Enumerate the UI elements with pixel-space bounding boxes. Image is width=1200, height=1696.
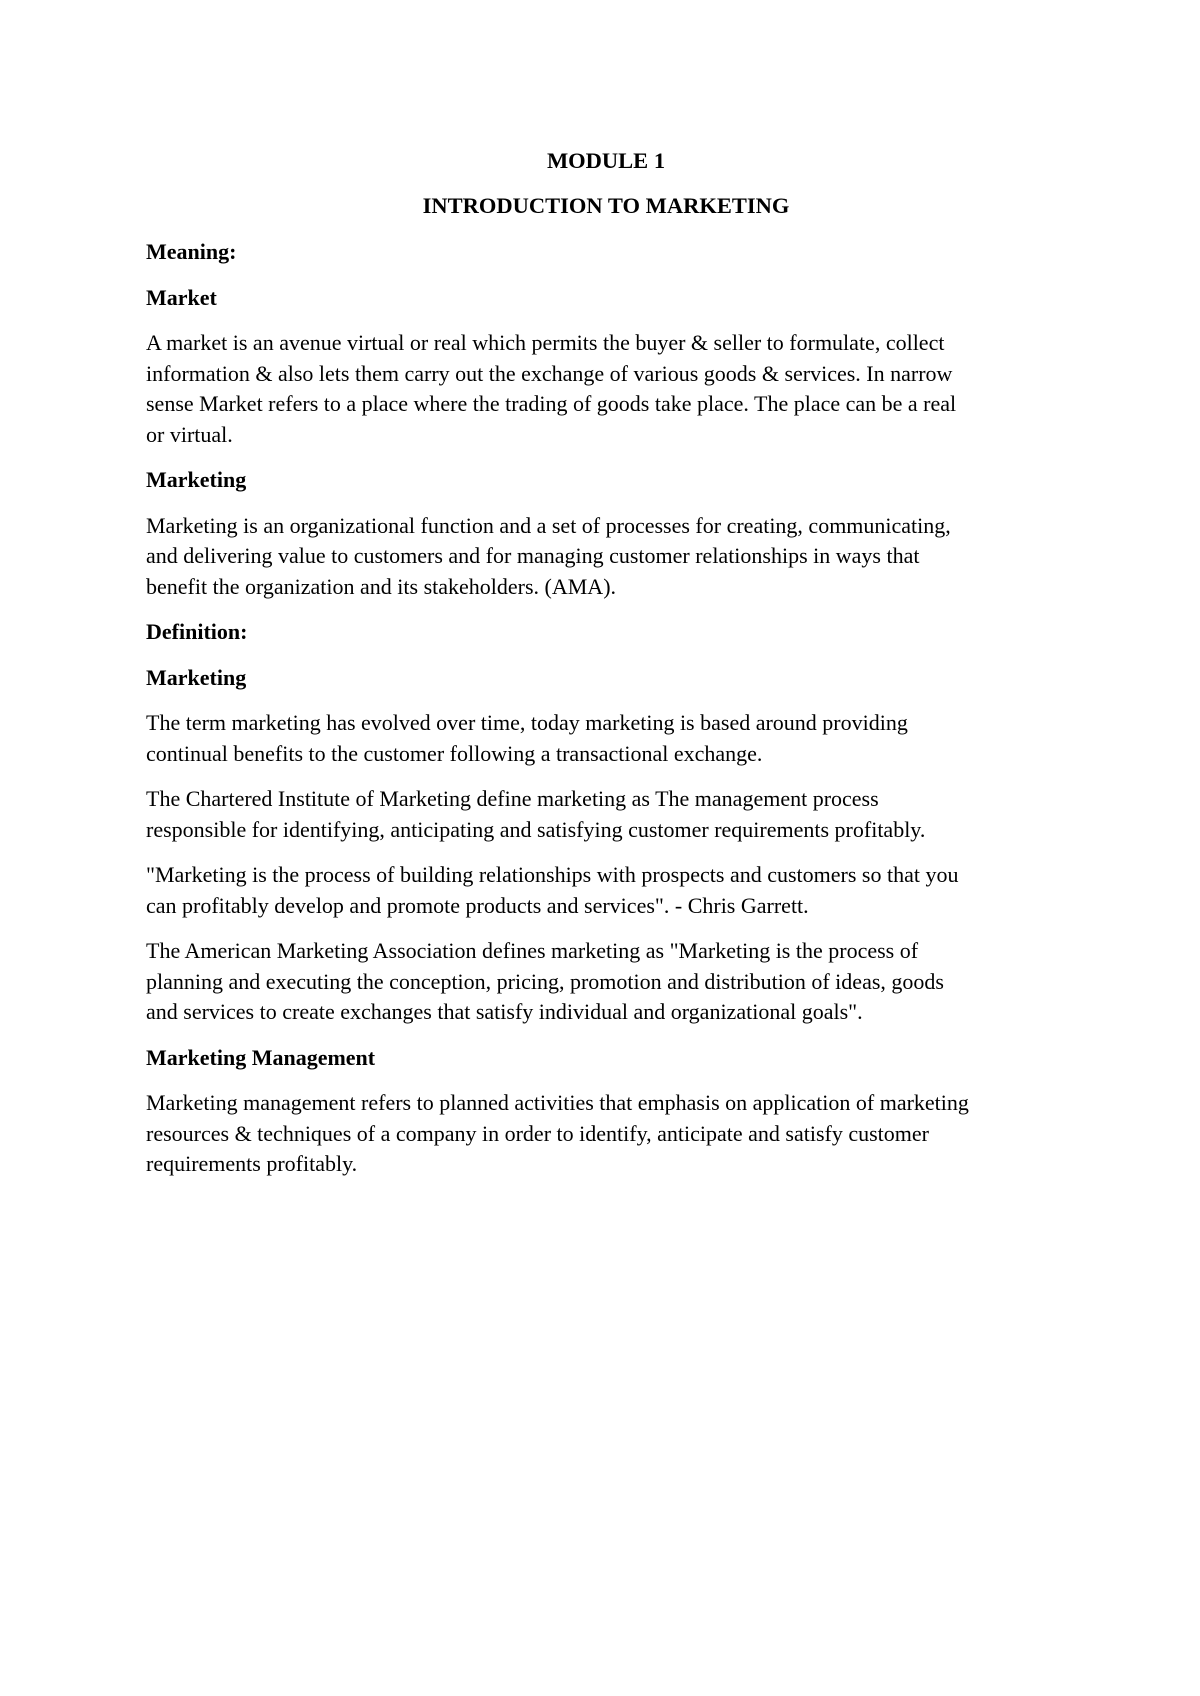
section-heading-market: Market — [146, 284, 217, 310]
paragraph-line: or virtual. — [146, 421, 233, 447]
paragraph — [146, 936, 1066, 1028]
paragraph-line: can profitably develop and promote products and services". - Chris Garrett. — [146, 892, 809, 918]
paragraph — [146, 1088, 1066, 1180]
paragraph-line: requirements profitably. — [146, 1151, 358, 1176]
section-heading-meaning: Meaning: — [146, 239, 237, 264]
paragraph — [146, 708, 1066, 769]
paragraph-line: The term marketing has evolved over time, today marketing is based around providing — [146, 710, 908, 735]
document-body — [146, 146, 1066, 1195]
section-heading-marketing-management: Marketing Management — [146, 1044, 376, 1070]
paragraph-line: information & also lets them carry out the exchange of various goods & services. In narrow — [146, 360, 953, 386]
paragraph-line: and delivering value to customers and for managing customer relationships in ways that — [146, 543, 920, 568]
section-heading-definition: Definition: — [146, 619, 248, 644]
paragraph — [146, 511, 1066, 603]
section-heading-marketing: Marketing — [146, 467, 247, 492]
paragraph — [146, 860, 1066, 921]
document-title: INTRODUCTION TO MARKETING — [422, 192, 790, 218]
paragraph-line: The Chartered Institute of Marketing define marketing as The management process — [146, 786, 879, 811]
paragraph-line: and services to create exchanges that satisfy individual and organizational goals". — [146, 999, 863, 1024]
paragraph-line: Marketing management refers to planned activities that emphasis on application of marketing — [146, 1090, 969, 1115]
module-title: MODULE 1 — [546, 148, 666, 173]
paragraph-line: "Marketing is the process of building relationships with prospects and customers so that you — [146, 862, 959, 887]
paragraph-line: continual benefits to the customer following a transactional exchange. — [146, 740, 763, 766]
paragraph-line: A market is an avenue virtual or real which permits the buyer & seller to formulate, collect — [146, 330, 945, 355]
document-sections — [146, 237, 1066, 1180]
paragraph-line: benefit the organization and its stakeholders. (AMA). — [146, 573, 617, 599]
paragraph-line: responsible for identifying, anticipating and satisfying customer requirements profitably. — [146, 816, 926, 842]
paragraph — [146, 328, 1066, 450]
paragraph — [146, 784, 1066, 845]
paragraph-line: Marketing is an organizational function and a set of processes for creating, communicating, — [146, 512, 951, 538]
paragraph-line: The American Marketing Association defines marketing as "Marketing is the process of — [146, 938, 919, 963]
paragraph-line: sense Market refers to a place where the trading of goods take place. The place can be a real — [146, 391, 957, 416]
paragraph-line: planning and executing the conception, pricing, promotion and distribution of ideas, goods — [146, 968, 944, 994]
section-heading-marketing: Marketing — [146, 664, 247, 690]
paragraph-line: resources & techniques of a company in order to identify, anticipate and satisfy customer — [146, 1120, 929, 1146]
